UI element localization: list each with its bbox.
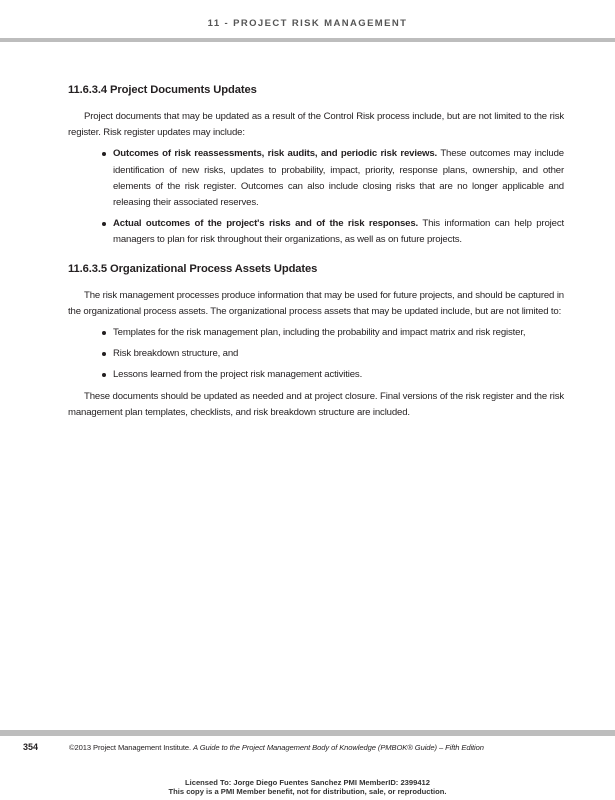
section-heading-opa-updates: 11.6.3.5 Organizational Process Assets Updates bbox=[68, 262, 318, 275]
book-title: A Guide to the Project Management Body of Knowledge (PMBOK® Guide) – Fifth Edition bbox=[193, 743, 484, 752]
section1-intro-paragraph: Project documents that may be updated as a result of the Control Risk process include, but are not limited to the risk register. Risk register updates may include: bbox=[68, 111, 564, 139]
section2-closing-paragraph: These documents should be updated as needed and at project closure. Final versions of the risk register and the risk management plan templates, checklists, and risk breakdown structure are included. bbox=[68, 390, 564, 418]
list-item bbox=[113, 146, 564, 211]
header-rule bbox=[0, 38, 615, 42]
page-content bbox=[68, 84, 564, 426]
list-item: Templates for the risk management plan, including the probability and impact matrix and risk register, bbox=[113, 325, 564, 341]
section2-intro-paragraph: The risk management processes produce information that may be used for future projects, and should be captured in the organizational process assets. The organizational process assets that may be updated include, but are not limited to: bbox=[68, 289, 564, 317]
section2-bullet-list bbox=[68, 325, 564, 384]
section1-bullet-list bbox=[68, 146, 564, 248]
bullet-body-text: These outcomes may include identification of new risks, updates to probability, impact, priority, response plans, ownership, and other elements of the risk register. Outcomes can also include closing risks that are no longer applicable and releasing their associated reserves. bbox=[113, 148, 564, 209]
license-notice bbox=[0, 779, 615, 796]
footer-rule bbox=[0, 730, 615, 736]
bullet-body-text: This information can help project managers to plan for risk throughout their organizations, as well as on future projects. bbox=[113, 218, 564, 246]
running-header: 11 - PROJECT RISK MANAGEMENT bbox=[207, 18, 408, 29]
footer-citation bbox=[69, 743, 484, 752]
license-line-2: This copy is a PMI Member benefit, not for distribution, sale, or reproduction. bbox=[168, 786, 447, 796]
page-number: 354 bbox=[23, 742, 39, 752]
list-item: Risk breakdown structure, and bbox=[113, 346, 564, 362]
copyright-text: ©2013 Project Management Institute. bbox=[69, 743, 193, 752]
list-item bbox=[113, 216, 564, 248]
license-line-1: Licensed To: Jorge Diego Fuentes Sanchez PMI MemberID: 2399412 bbox=[184, 778, 431, 787]
bullet-lead-text: Actual outcomes of the project's risks and of the risk responses. bbox=[113, 218, 419, 230]
bullet-lead-text: Outcomes of risk reassessments, risk audits, and periodic risk reviews. bbox=[113, 148, 438, 160]
list-item: Lessons learned from the project risk management activities. bbox=[113, 367, 564, 383]
section-heading-project-documents-updates: 11.6.3.4 Project Documents Updates bbox=[68, 84, 257, 96]
